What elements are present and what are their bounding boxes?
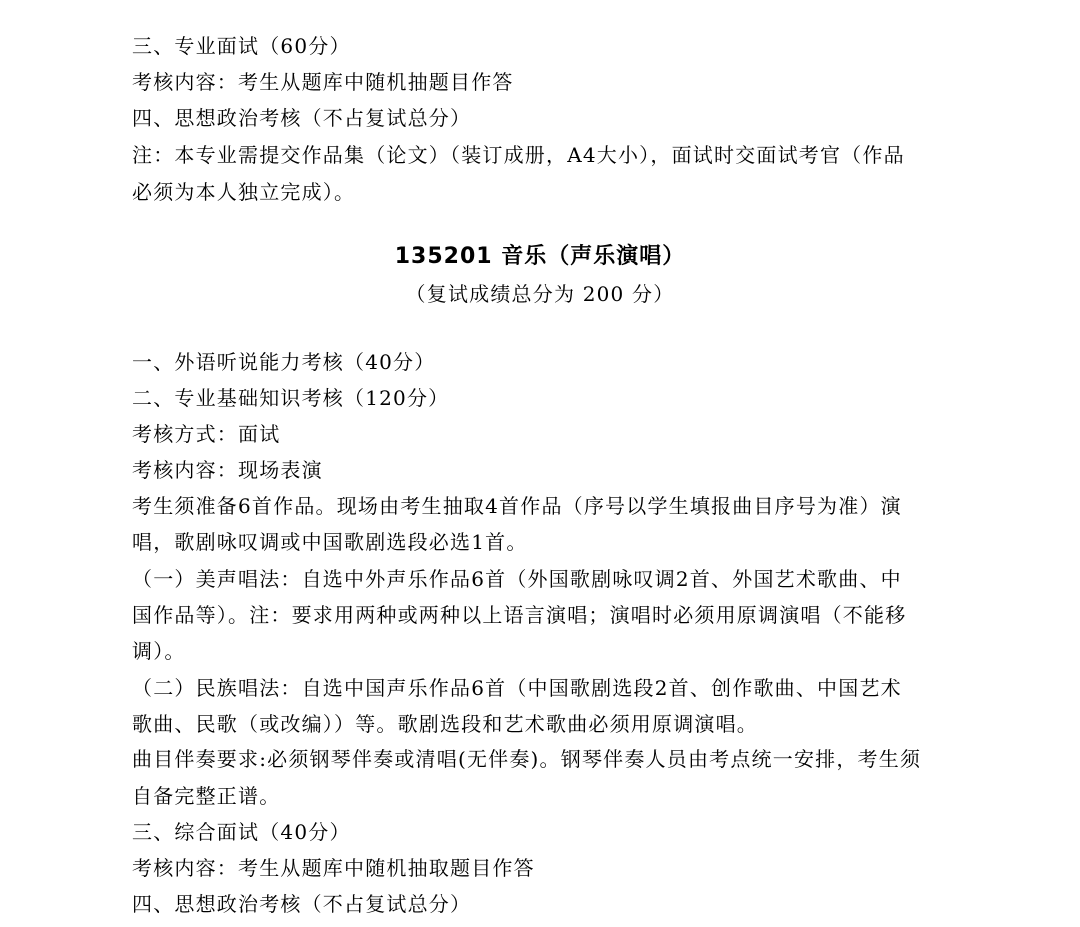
doc-line: 考核方式：面试	[132, 422, 281, 446]
section-title: 135201 音乐（声乐演唱）	[394, 244, 686, 269]
doc-line: 考核内容：考生从题库中随机抽题目作答	[132, 70, 514, 94]
doc-line: 必须为本人独立完成）。	[132, 180, 356, 204]
doc-line: 唱，歌剧咏叹调或中国歌剧选段必选1首。	[132, 530, 528, 554]
doc-line: 自备完整正谱。	[132, 784, 281, 808]
doc-line: （一）美声唱法：自选中外声乐作品6首（外国歌剧咏叹调2首、外国艺术歌曲、中	[132, 567, 902, 591]
doc-line: 考核内容：考生从题库中随机抽取题目作答	[132, 856, 535, 880]
doc-line: 三、专业面试（60分）	[132, 34, 351, 58]
doc-line: 一、外语听说能力考核（40分）	[132, 350, 436, 374]
doc-line: 四、思想政治考核（不占复试总分）	[132, 892, 472, 916]
doc-line: 国作品等）。注：要求用两种或两种以上语言演唱；演唱时必须用原调演唱（不能移	[132, 603, 907, 627]
doc-line: 曲目伴奏要求:必须钢琴伴奏或清唱(无伴奏)。钢琴伴奏人员由考点统一安排，考生须	[132, 747, 922, 771]
doc-line: 三、综合面试（40分）	[132, 820, 351, 844]
doc-line: 二、专业基础知识考核（120分）	[132, 386, 450, 410]
doc-line: 四、思想政治考核（不占复试总分）	[132, 106, 472, 130]
doc-line: 注：本专业需提交作品集（论文）（装订成册，A4大小），面试时交面试考官（作品	[132, 143, 905, 167]
doc-line: 调）。	[132, 639, 186, 663]
section-subtitle: （复试成绩总分为 200 分）	[405, 282, 675, 306]
doc-line: 考生须准备6首作品。现场由考生抽取4首作品（序号以学生填报曲目序号为准）演	[132, 494, 902, 518]
doc-line: 考核内容：现场表演	[132, 458, 323, 482]
doc-line: 歌曲、民歌（或改编））等。歌剧选段和艺术歌曲必须用原调演唱。	[132, 712, 758, 736]
doc-line: （二）民族唱法：自选中国声乐作品6首（中国歌剧选段2首、创作歌曲、中国艺术	[132, 676, 902, 700]
